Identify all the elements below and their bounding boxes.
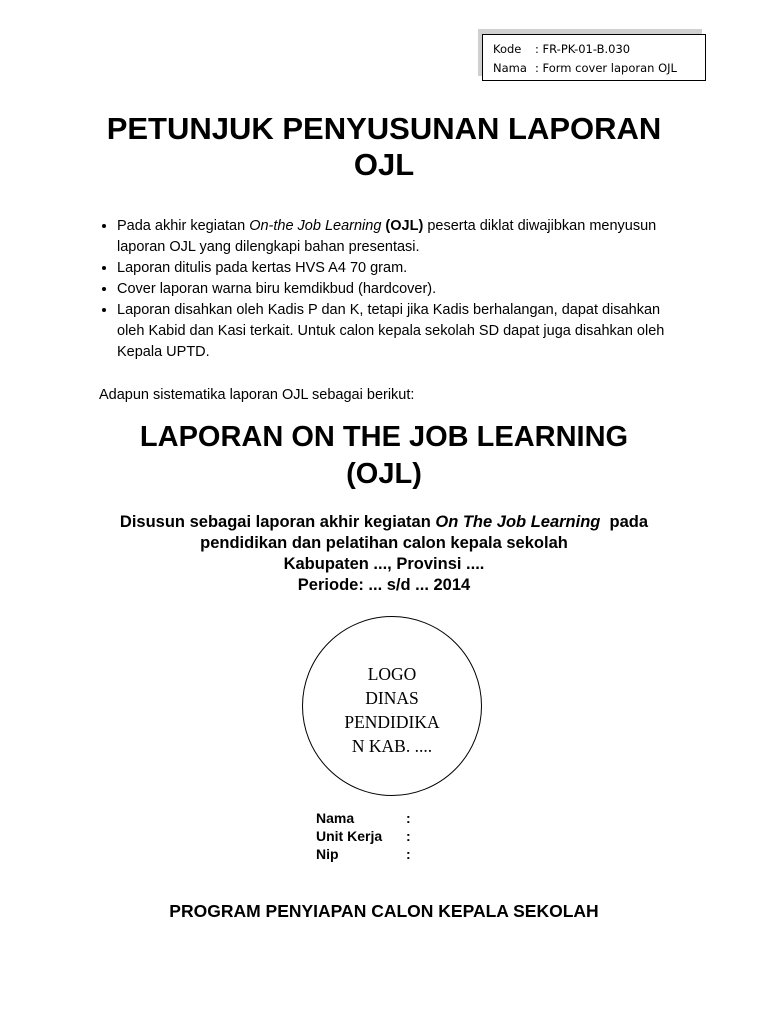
field-row	[316, 845, 411, 863]
instruction-text: Pada akhir kegiatan	[117, 218, 250, 234]
field-colon: :	[406, 828, 411, 844]
nama-value: : Form cover laporan OJL	[535, 61, 677, 75]
field-colon: :	[406, 810, 411, 826]
instruction-list	[99, 216, 677, 363]
logo-placeholder-text: LOGO DINAS PENDIDIKA N KAB. ....	[344, 664, 440, 756]
kode-label: Kode	[493, 42, 522, 56]
cover-subtitle-line-3: Kabupaten ..., Provinsi ....	[283, 555, 485, 573]
kode-value: : FR-PK-01-B.030	[535, 42, 631, 56]
field-label: Nip	[316, 846, 339, 862]
instruction-bold: (OJL)	[381, 218, 424, 234]
intro-text: Adapun sistematika laporan OJL sebagai berikut:	[99, 387, 415, 403]
page-title	[0, 111, 768, 183]
cover-title-line-2: (OJL)	[346, 458, 422, 490]
identity-fields	[316, 809, 411, 863]
nama-label: Nama	[493, 61, 527, 75]
field-label: Unit Kerja	[316, 828, 383, 844]
subtitle-italic: On The Job Learning	[435, 513, 601, 531]
field-row	[316, 827, 411, 845]
cover-title	[0, 419, 768, 493]
instruction-item: • Laporan disahkan oleh Kadis P dan K, tetapi jika Kadis berhalangan, dapat disahkan oleh Kabid dan Kasi terkait. Untuk calon kepala sekolah SD dapat juga disahkan oleh Kepala UPTD.	[117, 300, 677, 363]
instruction-italic: On-the Job Learning	[249, 218, 382, 234]
field-colon: :	[406, 846, 411, 862]
page-title-line-1: PETUNJUK PENYUSUNAN LAPORAN	[106, 111, 662, 146]
cover-subtitle-line-1	[0, 512, 768, 533]
kode-row	[493, 40, 695, 59]
field-label: Nama	[316, 810, 355, 826]
cover-subtitle-line-2: pendidikan dan pelatihan calon kepala sekolah	[200, 534, 568, 552]
document-code-box	[482, 34, 706, 81]
program-title: PROGRAM PENYIAPAN CALON KEPALA SEKOLAH	[169, 901, 599, 921]
subtitle-text: pada	[600, 513, 649, 531]
subtitle-text: Disusun sebagai laporan akhir kegiatan	[119, 513, 436, 531]
page-title-line-2: OJL	[353, 147, 415, 182]
instruction-item: • Laporan ditulis pada kertas HVS A4 70 gram.	[117, 258, 677, 279]
cover-subtitle	[0, 512, 768, 596]
field-row	[316, 809, 411, 827]
cover-title-line-1: LAPORAN ON THE JOB LEARNING	[139, 421, 629, 453]
instruction-item	[117, 216, 677, 258]
instruction-text: peserta diklat diwajibkan menyusun laporan OJL yang dilengkapi bahan presentasi.	[117, 218, 657, 255]
instruction-item: • Cover laporan warna biru kemdikbud (hardcover).	[117, 279, 677, 300]
cover-subtitle-line-4: Periode: ... s/d ... 2014	[297, 576, 471, 594]
logo-placeholder	[302, 616, 482, 796]
nama-row	[493, 59, 695, 78]
